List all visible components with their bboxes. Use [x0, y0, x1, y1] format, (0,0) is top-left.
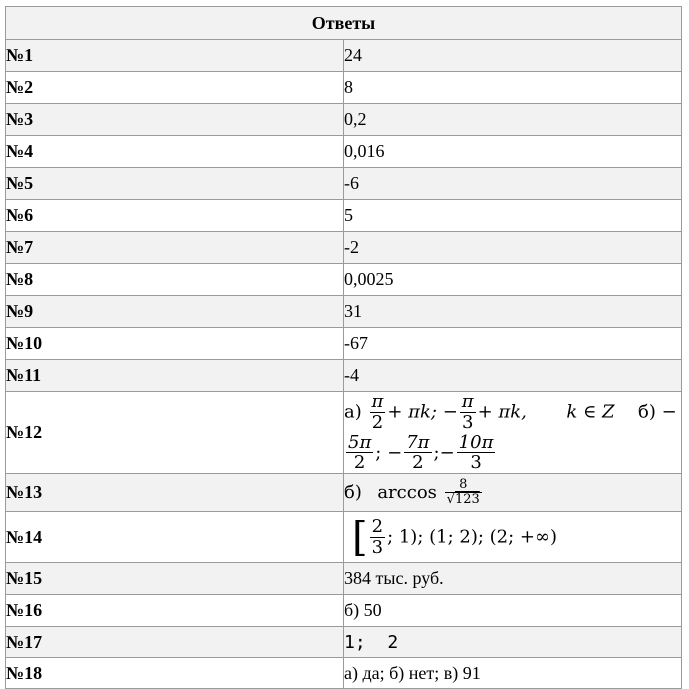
table-title: Ответы [6, 7, 682, 40]
table-row [6, 168, 682, 200]
fraction: $\frac{\pi}{2}$ [371, 391, 384, 433]
table-row [6, 40, 682, 72]
answers-table [5, 6, 682, 689]
answer-formula: а) $\frac{\pi}{2}$ + πk; − $\frac{\pi}{3}$ + πk, k ∈ Z б) − $\frac{5\pi}{2}$ ; − $\frac{7\pi}{2}$ ;− $\frac{10\pi}{3}$ [344, 392, 682, 474]
left-bracket: [ [352, 514, 368, 561]
part-label: б) [638, 401, 656, 423]
answer-value: 31 [344, 296, 682, 328]
problem-number: №4 [6, 136, 344, 168]
table-row [6, 264, 682, 296]
answer-value: -2 [344, 232, 682, 264]
answer-value: 0,016 [344, 136, 682, 168]
table-row [6, 392, 682, 474]
table-row [6, 136, 682, 168]
problem-number: №9 [6, 296, 344, 328]
table-row [6, 512, 682, 563]
arccos-function: arccos [377, 481, 437, 503]
problem-number: №2 [6, 72, 344, 104]
table-row [6, 328, 682, 360]
answer-value: б) 50 [344, 595, 682, 627]
answer-value: 0,2 [344, 104, 682, 136]
table-row [6, 104, 682, 136]
problem-number: №11 [6, 360, 344, 392]
problem-number: №15 [6, 563, 344, 595]
table-row [6, 72, 682, 104]
answer-value: 5 [344, 200, 682, 232]
table-row [6, 360, 682, 392]
problem-number: №17 [6, 627, 344, 658]
problem-number: №1 [6, 40, 344, 72]
answer-value: а) да; б) нет; в) 91 [344, 658, 682, 689]
problem-number: №8 [6, 264, 344, 296]
answer-value: -4 [344, 360, 682, 392]
table-row [6, 232, 682, 264]
problem-number: №13 [6, 474, 344, 512]
part-label: а) [344, 401, 362, 423]
problem-number: №16 [6, 595, 344, 627]
part-label: б) [344, 481, 362, 503]
table-row [6, 200, 682, 232]
table-header-row [6, 7, 682, 40]
table-row [6, 595, 682, 627]
fraction: $\frac{2}{3}$ [371, 515, 384, 558]
answer-value: -67 [344, 328, 682, 360]
answer-value: 1; 2 [344, 627, 682, 658]
table-row [6, 474, 682, 512]
answer-value: 24 [344, 40, 682, 72]
table-row [6, 627, 682, 658]
problem-number: №6 [6, 200, 344, 232]
fraction: $\frac{8}{√123}$ [446, 476, 480, 508]
fraction: $\frac{\pi}{3}$ [461, 391, 474, 433]
problem-number: №18 [6, 658, 344, 689]
fraction: $\frac{7\pi}{2}$ [406, 431, 430, 474]
problem-number: №12 [6, 392, 344, 474]
problem-number: №14 [6, 512, 344, 563]
answer-value: -6 [344, 168, 682, 200]
problem-number: №10 [6, 328, 344, 360]
problem-number: №5 [6, 168, 344, 200]
table-row [6, 563, 682, 595]
answer-formula: [ $\frac{2}{3}$ ; 1); (1; 2); (2; +∞) [344, 512, 682, 563]
fraction: $\frac{5\pi}{2}$ [348, 431, 372, 474]
problem-number: №3 [6, 104, 344, 136]
answer-value: 384 тыс. руб. [344, 563, 682, 595]
table-row [6, 658, 682, 689]
answer-value: 0,0025 [344, 264, 682, 296]
answer-formula [344, 474, 682, 512]
table-row [6, 296, 682, 328]
answer-value: 8 [344, 72, 682, 104]
fraction: $\frac{10\pi}{3}$ [458, 431, 494, 474]
problem-number: №7 [6, 232, 344, 264]
